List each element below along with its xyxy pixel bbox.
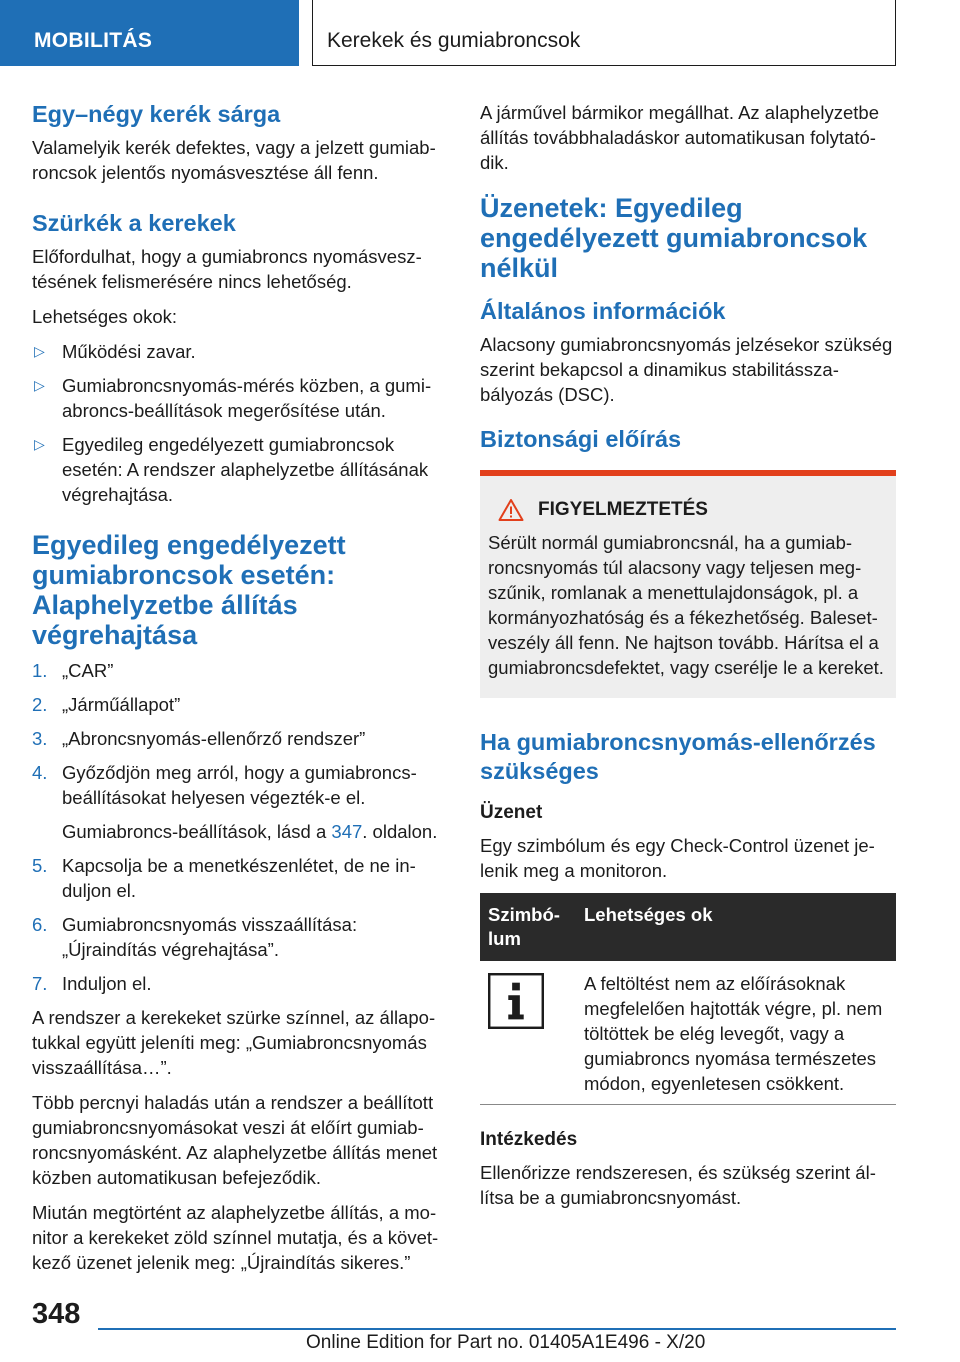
para-grey: Előfordulhat, hogy a gumiabroncs nyomásvesztésének felismerésére nincs lehetőség. <box>32 246 422 292</box>
heading-grey: Szürkék a kerekek <box>32 210 236 236</box>
col-header-cause: Lehetséges ok <box>576 893 896 961</box>
section-tab <box>0 0 299 66</box>
para-auto-complete: Több percnyi haladás után a rendszer a beállított gumiabroncsnyomásokat veszi át előírt gumiabroncsnyomásként. Az alaphelyzetbe állítás menet közben automatikusan befejeződik. <box>32 1092 438 1188</box>
para-general: Alacsony gumiabroncsnyomás jelzésekor szükség szerint bekapcsol a dinamikus stabilitásszabályozás (DSC). <box>480 334 893 405</box>
left-column <box>32 100 450 1285</box>
step-item: 2. „Járműállapot” <box>32 694 181 715</box>
step-item: 3. „Abroncsnyomás-ellenőrző rendszer” <box>32 728 366 749</box>
para-action: Ellenőrizze rendszeresen, és szükség szerint állítsa be a gumiabroncsnyomást. <box>480 1162 876 1208</box>
footer-divider <box>98 1328 896 1330</box>
para-grey-display: A rendszer a kerekeket szürke színnel, az állapotukkal együtt jeleníti meg: „Gumiabroncsnyomás visszaállítása…”. <box>32 1007 436 1078</box>
page-link[interactable]: 347 <box>331 821 363 842</box>
page-header <box>0 0 960 66</box>
chapter-box <box>312 0 896 66</box>
step-item: 5. Kapcsolja be a menetkészenlétet, de ne induljon el. <box>32 855 416 901</box>
para-message: Egy szimbólum és egy Check-Control üzenet jelenik meg a monitoron. <box>480 835 875 881</box>
para-yellow: Valamelyik kerék defektes, vagy a jelzett gumiabroncsok jelentős nyomásvesztése áll fenn. <box>32 137 436 183</box>
heading-check-required: Ha gumiabroncsnyomás-ellenőrzés szükséges <box>480 729 876 784</box>
warning-text: Sérült normál gumiabroncsnál, ha a gumiabroncsnyomás túl alacsony vagy teljesen megszűnik, romlanak a menettulajdonságok, pl. a kormányozhatóság és a fékezhetőség. Balesetveszély áll fenn. Ne hajtson tovább. Hárítsa el a gumiabroncsdefektet, vagy cserélje le a kereket. <box>488 532 884 678</box>
heading-general: Általános információk <box>480 298 726 324</box>
cross-reference: Gumiabroncs-beállítások, lásd a 347. oldalon. <box>62 821 438 842</box>
warning-triangle-icon <box>498 498 524 522</box>
footer-edition: Online Edition for Part no. 01405A1E496 - X/20 <box>306 1332 706 1353</box>
heading-reset: Egyedileg engedélyezett gumiabroncsok esetén: Alaphelyzetbe állítás végrehajtása <box>32 530 346 650</box>
message-table <box>480 893 896 1105</box>
col-header-symbol: Szimbólum <box>480 893 576 961</box>
para-continue: A járművel bármikor megállhat. Az alaphelyzetbe állítás továbbhaladáskor automatikusan folytatódik. <box>480 102 879 173</box>
table-row <box>480 961 896 1105</box>
label-message: Üzenet <box>480 802 543 823</box>
step-item: 4. Győződjön meg arról, hogy a gumiabroncsbeállításokat helyesen végezték-e el. <box>32 762 417 808</box>
list-item: ▷ Működési zavar. <box>34 341 196 362</box>
step-item: 6. Gumiabroncsnyomás visszaállítása: „Újraindítás végrehajtása”. <box>32 914 358 960</box>
table-header-row <box>480 893 896 961</box>
heading-safety: Biztonsági előírás <box>480 426 682 452</box>
triangle-bullet-icon: ▷ <box>34 377 45 393</box>
chapter-title: Kerekek és gumiabroncsok <box>327 29 581 52</box>
heading-messages: Üzenetek: Egyedileg engedélyezett gumiabroncsok nélkül <box>480 193 868 283</box>
triangle-bullet-icon: ▷ <box>34 343 45 359</box>
triangle-bullet-icon: ▷ <box>34 436 45 452</box>
list-item: ▷ Gumiabroncsnyomás-mérés közben, a gumiabroncs-beállítások megerősítése után. <box>34 375 432 421</box>
step-item: 7. Induljon el. <box>32 973 152 994</box>
section-title: MOBILITÁS <box>34 29 153 52</box>
label-action: Intézkedés <box>480 1129 578 1150</box>
heading-yellow: Egy–négy kerék sárga <box>32 101 281 127</box>
info-icon <box>488 973 544 1029</box>
warning-box <box>480 470 896 698</box>
list-item: ▷ Egyedileg engedélyezett gumiabroncsok esetén: A rendszer alaphelyzetbe állításának végrehajtása. <box>34 434 429 505</box>
step-item: 1. „CAR” <box>32 660 114 681</box>
table-cell-cause: A feltöltést nem az előírásoknak megfelelően hajtották végre, pl. nem töltöttek be elég levegőt, vagy a gumiabroncs nyomása természetes módon, egyenletesen csökkent. <box>576 961 896 1105</box>
page-number: 348 <box>32 1298 81 1330</box>
warning-title: FIGYELMEZTETÉS <box>538 499 708 520</box>
para-causes: Lehetséges okok: <box>32 306 178 327</box>
right-column <box>480 100 896 1220</box>
warning-header <box>488 498 888 522</box>
para-success: Miután megtörtént az alaphelyzetbe állítás, a monitor a kerekeket zöld színnel mutatja, és a következő üzenet jelenik meg: „Újraindítás sikeres.” <box>32 1202 439 1273</box>
